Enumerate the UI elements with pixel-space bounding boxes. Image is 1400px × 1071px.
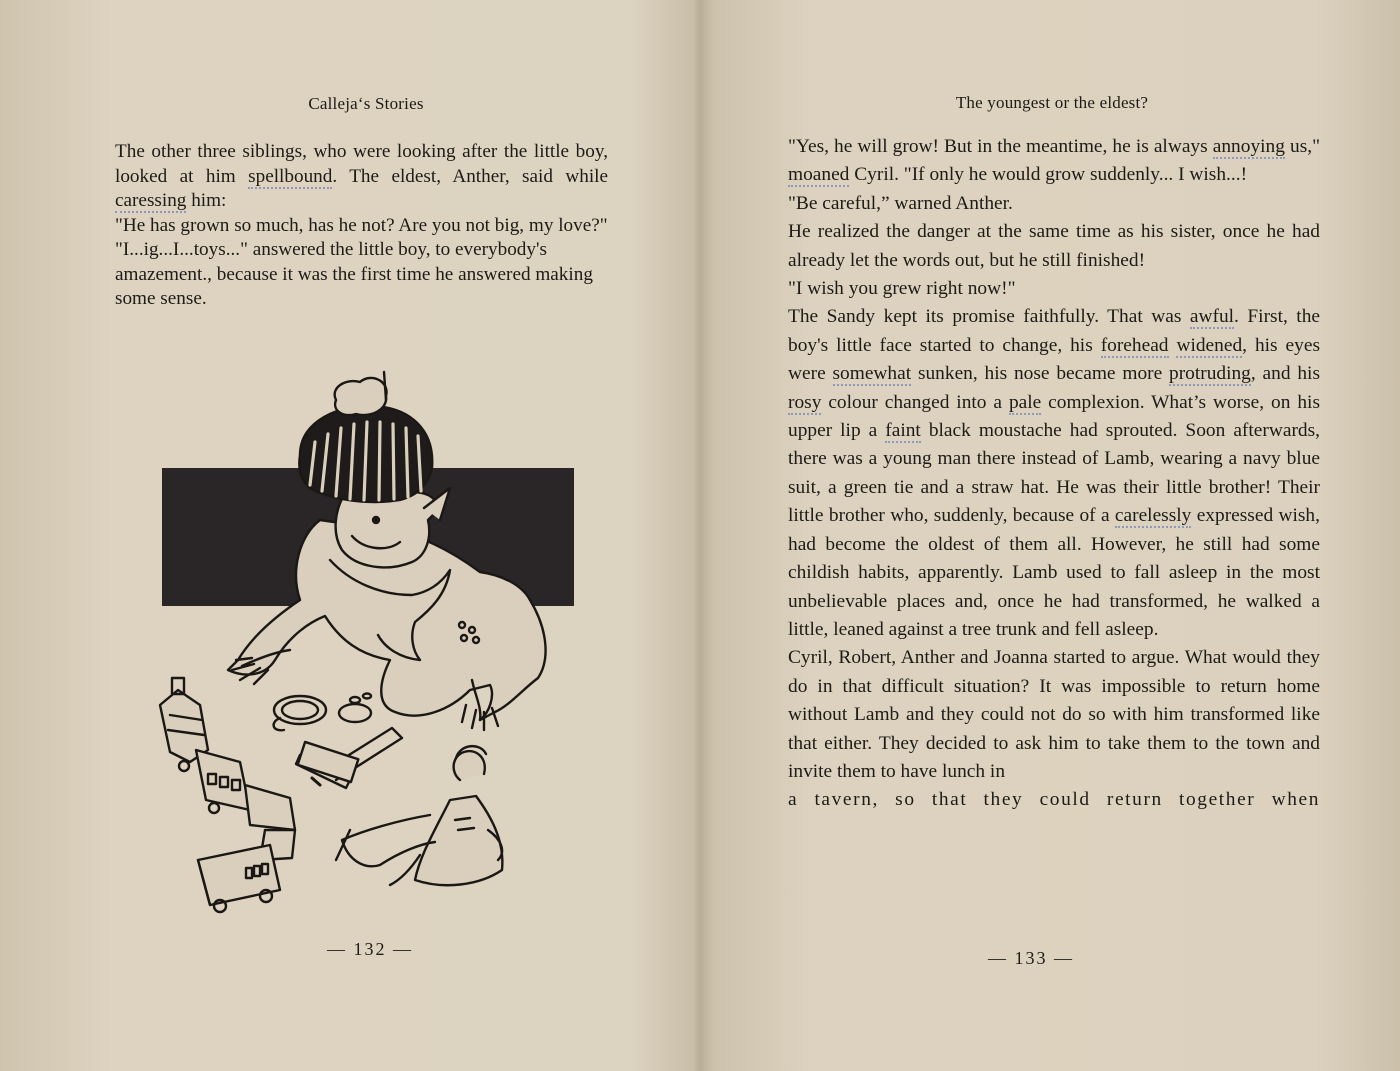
paragraph: a tavern, so that they could return together when [788,789,1320,811]
glossary-word[interactable]: awful [1189,306,1235,328]
glossary-word[interactable]: moaned [788,164,850,186]
paragraph: "He has grown so much, has he not? Are you not big, my love?" [115,214,608,236]
glossary-word[interactable]: rosy [788,391,822,413]
glossary-word[interactable]: widened [1176,334,1243,356]
glossary-word[interactable]: faint [885,420,921,442]
glossary-word[interactable]: forehead [1100,334,1169,356]
paragraph: "Yes, he will grow! But in the meantime, he is always annoying us," moaned Cyril. "If only he would grow suddenly... I wish...! [788,136,1321,186]
page-number: — 132 — [327,939,413,959]
child-with-toys-illustration [150,360,590,930]
running-head: Callejaʻs Stories [308,94,424,113]
paragraph: The other three siblings, who were looking after the little boy, looked at him spellbound. The eldest, Anther, said while caressing him: [115,141,608,211]
running-head: The youngest or the eldest? [955,93,1149,112]
paragraph: "Be careful,” warned Anther. [788,192,1013,214]
glossary-word[interactable]: pale [1008,391,1042,413]
paragraph: "I wish you grew right now!" [788,278,1016,300]
page-number: — 133 — [988,948,1074,968]
glossary-word[interactable]: protruding [1169,363,1251,385]
paragraph: The Sandy kept its promise faithfully. That was awful. First, the boy's little face started to change, his forehead widened, his eyes were somewhat sunken, his nose became more protruding, and his rosy colour changed into a pale complexion. What’s worse, on his upper lip a faint black moustache had sprouted. Soon afterwards, there was a young man there instead of Lamb, wearing a navy blue suit, a green tie and a straw hat. He was their little brother! Their little brother who, suddenly, because of a carelessly expressed wish, had become the oldest of them all. However, he still had some childish habits, apparently. Lamb used to fall asleep in the most unbelievable places and, once he had transformed, he walked a little, leaned against a tree trunk and fell asleep. [788,306,1320,640]
glossary-word[interactable]: caressing [115,190,187,211]
paragraph: He realized the danger at the same time as his sister, once he had already let the words out, but he still finished! [788,221,1320,271]
glossary-word[interactable]: annoying [1212,136,1285,157]
glossary-word[interactable]: somewhat [832,363,912,385]
right-page [700,0,1400,1071]
paragraph: "I...ig...I...toys..." answered the little boy, to everybody's amazement., because it was the first time he answered making some sense. [115,239,593,309]
glossary-word[interactable]: carelessly [1114,505,1192,527]
glossary-word[interactable]: spellbound [248,165,333,187]
body-text [115,140,608,312]
body-text [788,133,1320,815]
paragraph: Cyril, Robert, Anther and Joanna started to argue. What would they do in that difficult situation? It was impossible to return home without Lamb and they could not do so with him transformed like that either. They decided to ask him to take them to the town and invite them to have lunch in [788,647,1320,782]
